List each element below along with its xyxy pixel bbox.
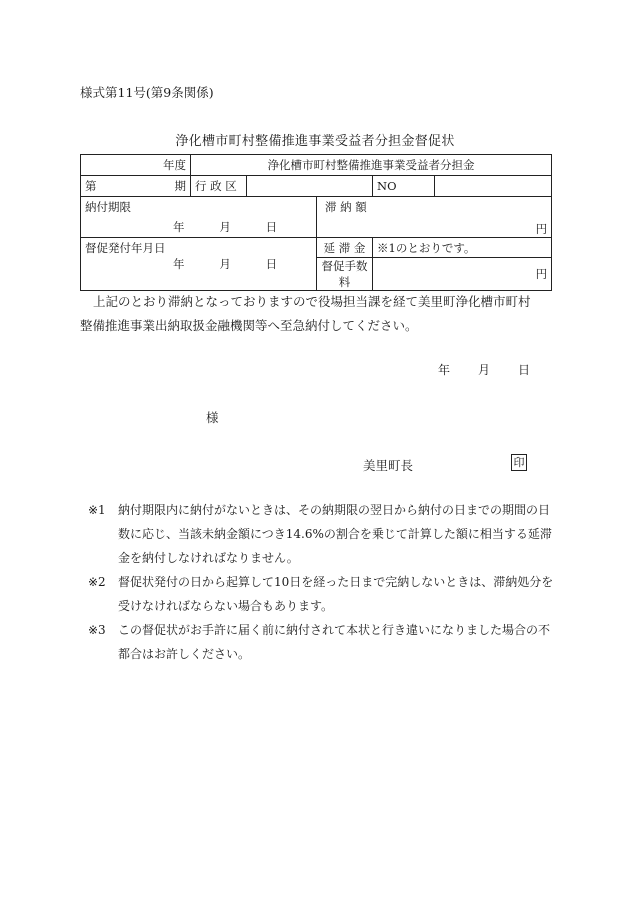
due-month: 月	[219, 220, 231, 234]
reminder-month: 月	[219, 257, 231, 271]
note-text: 納付期限内に納付がないときは、その納期限の翌日から納付の日までの期間の日数に応じ、当該未納金額につき14.6%の割合を乗じて計算した額に相当する延滞金を納付しなければなりません。	[118, 503, 552, 565]
reminder-date-cell	[81, 238, 317, 291]
no-value	[435, 176, 552, 197]
list-item	[88, 498, 558, 570]
installment-cell	[81, 176, 191, 197]
note-text: この督促状がお手許に届く前に納付されて本状と行き違いになりました場合の不都合はお許しください。	[118, 623, 551, 661]
issue-year: 年	[438, 363, 451, 377]
ki-label: 期	[174, 179, 186, 193]
table-row	[81, 155, 552, 176]
list-item	[88, 570, 558, 618]
issuer-name: 美里町長	[363, 458, 414, 473]
due-date-label: 納付期限	[85, 200, 131, 214]
district-value	[247, 176, 373, 197]
note-mark: ※3	[88, 623, 106, 637]
body-line-1: 上記のとおり滞納となっておりますので役場担当課を経て美里町浄化槽市町村	[93, 294, 531, 309]
issue-date	[438, 361, 558, 378]
table-row	[81, 176, 552, 197]
charge-name: 浄化槽市町村整備推進事業受益者分担金	[191, 155, 552, 176]
issue-day: 日	[518, 363, 531, 377]
no-label: NO	[373, 176, 435, 197]
body-line-2: 整備推進事業出納取扱金融機関等へ至急納付してください。	[80, 318, 418, 333]
body-paragraph	[80, 290, 560, 338]
issue-month: 月	[478, 363, 491, 377]
list-item	[88, 618, 558, 666]
late-fee-note: ※1のとおりです。	[373, 238, 552, 258]
fee-yen: 円	[373, 258, 552, 291]
fee-label: 督促手数料	[317, 258, 373, 291]
seal-box: 印	[511, 454, 527, 471]
district-label: 行 政 区	[191, 176, 247, 197]
due-day: 日	[265, 220, 278, 234]
reminder-year: 年	[173, 257, 185, 271]
table-row	[81, 197, 552, 238]
table-row	[81, 238, 552, 258]
notes-list	[88, 498, 558, 666]
form-number: 様式第11号(第9条関係)	[80, 85, 214, 100]
due-date-cell	[81, 197, 317, 238]
reminder-table	[80, 154, 552, 291]
note-mark: ※1	[88, 503, 106, 517]
due-year: 年	[173, 220, 185, 234]
late-fee-label: 延 滞 金	[317, 238, 373, 258]
note-text: 督促状発付の日から起算して10日を経った日まで完納しないときは、滞納処分を受けなければならない場合もあります。	[118, 575, 554, 613]
overdue-amount-cell	[317, 197, 552, 238]
overdue-yen: 円	[535, 222, 548, 236]
dai-label: 第	[85, 179, 97, 193]
overdue-amount-label: 滞 納 額	[325, 200, 367, 214]
fiscal-year-label: 年度	[81, 155, 191, 176]
note-mark: ※2	[88, 575, 106, 589]
document-title: 浄化槽市町村整備推進事業受益者分担金督促状	[175, 134, 455, 149]
reminder-date-label: 督促発付年月日	[85, 241, 166, 255]
addressee-suffix: 様	[206, 410, 219, 425]
reminder-day: 日	[265, 257, 278, 271]
